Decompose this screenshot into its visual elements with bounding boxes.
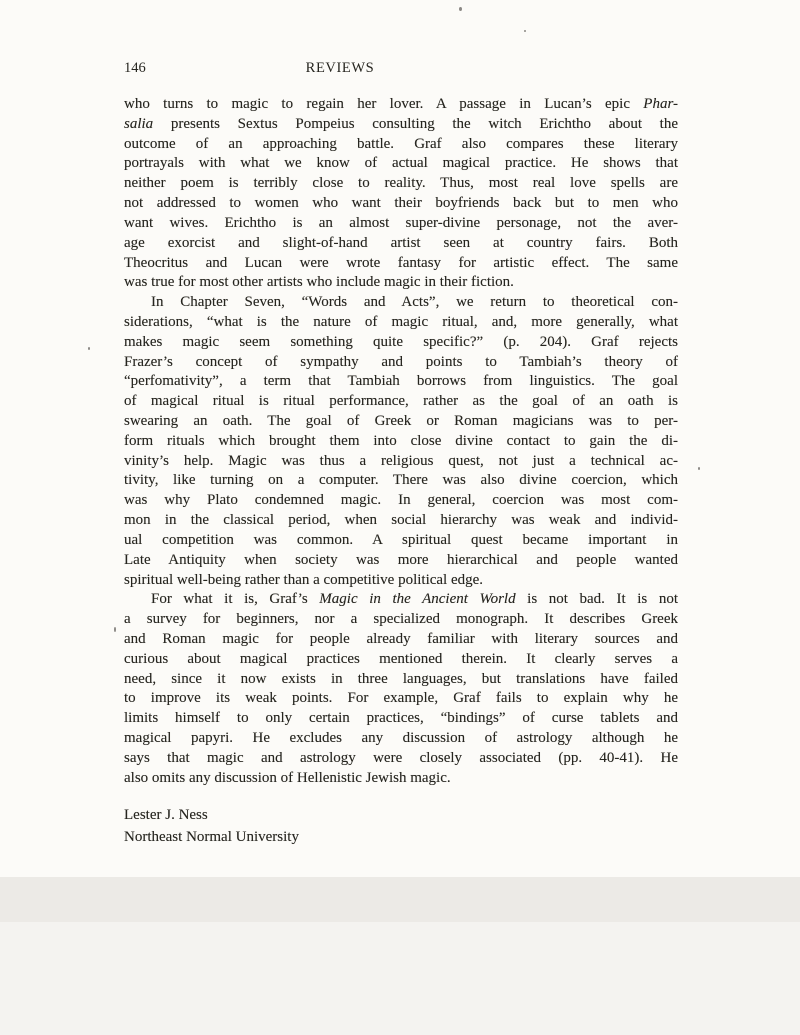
text-line [124,491,678,511]
text-line [124,749,678,769]
text-line [124,630,678,650]
text-line [124,313,678,333]
text-segment: and Roman magic for people already familiar with literary sources and [124,630,678,647]
text-line [124,293,678,313]
text-line [124,670,678,690]
text-segment: Theocritus and Lucan were wrote fantasy for artistic effect. The same [124,254,678,271]
text-segment: For what it is, Graf’s [151,591,320,608]
text-segment: not addressed to women who want their boyfriends back but to men who [124,195,678,212]
text-line [124,95,678,115]
text-segment: tivity, like turning on a computer. There was also divine coercion, which [124,472,678,489]
text-segment: In Chapter Seven, “Words and Acts”, we return to theoretical con- [151,294,678,311]
text-line [124,372,678,392]
review-body [124,95,678,848]
italic-text-segment: Magic in the Ancient World [319,591,516,608]
text-line [124,452,678,472]
text-line [124,194,678,214]
text-segment: to improve its weak points. For example, Graf fails to explain why he [124,690,678,707]
text-line [124,729,678,749]
text-line [124,412,678,432]
text-segment: “perfomativity”, a term that Tambiah borrows from linguistics. The goal [124,373,678,390]
text-segment: makes magic seem something quite specific?” (p. 204). Graf rejects [124,333,678,350]
text-line [124,590,678,610]
text-segment: also omits any discussion of Hellenistic Jewish magic. [124,769,451,786]
text-line [124,115,678,135]
paragraph [124,95,678,293]
text-segment: want wives. Erichtho is an almost super-divine personage, not the aver- [124,214,678,231]
text-line [124,709,678,729]
text-line [124,689,678,709]
scan-speck [114,627,116,632]
text-line [124,333,678,353]
text-segment: spiritual well-being rather than a competitive political edge. [124,571,484,588]
text-segment: magical papyri. He excludes any discussion of astrology although he [124,730,678,746]
scan-shadow-band [0,877,800,922]
text-line [124,174,678,194]
scan-bottom-area [0,922,800,1035]
page-header [0,60,800,82]
text-segment: is not bad. It is not [515,591,678,608]
text-segment: ual competition was common. A spiritual quest became important in [124,531,678,548]
text-segment: mon in the classical period, when social hierarchy was weak and individ- [124,512,678,529]
reviewer-name: Lester J. Ness [124,807,208,824]
text-segment: a survey for beginners, nor a specialized monograph. It describes Greek [124,611,678,628]
text-segment: outcome of an approaching battle. Graf also compares these literary [124,135,678,152]
text-line [124,135,678,155]
running-head: REVIEWS [305,60,375,76]
page-number: 146 [124,60,146,76]
text-segment: need, since it now exists in three languages, but translations have failed [124,670,678,687]
text-segment: was why Plato condemned magic. In general, coercion was most com- [124,492,678,509]
text-segment: who turns to magic to regain her lover. A passage in Lucan’s epic [124,96,644,112]
text-line [124,234,678,254]
signature-block [124,805,678,848]
paragraphs-container [124,95,678,788]
paragraph [124,590,678,788]
scan-speck [698,467,700,470]
text-segment: swearing an oath. The goal of Greek or Roman magicians was to per- [124,413,678,429]
text-segment: of magical ritual is ritual performance, rather as the goal of an oath is [124,393,678,410]
text-line [124,353,678,373]
text-segment: Late Antiquity when society was more hierarchical and people wanted [124,551,678,568]
italic-text-segment: Phar- [643,96,678,112]
italic-text-segment: salia [124,115,154,132]
text-line [124,650,678,670]
text-line [124,769,678,789]
text-segment: curious about magical practices mentioned therein. It clearly serves a [124,650,678,667]
text-line [124,214,678,234]
text-line [124,273,678,293]
text-segment: Frazer’s concept of sympathy and points to Tambiah’s theory of [124,353,678,370]
text-segment: was true for most other artists who include magic in their fiction. [124,274,514,291]
text-line [124,531,678,551]
text-line [124,471,678,491]
scan-speck [524,30,526,32]
text-segment: says that magic and astrology were closely associated (pp. 40-41). He [124,749,678,766]
text-segment: neither poem is terribly close to reality. Thus, most real love spells are [124,175,678,192]
text-segment: age exorcist and slight-of-hand artist seen at country fairs. Both [124,234,678,251]
scan-speck [88,347,90,350]
text-line [124,154,678,174]
text-segment: limits himself to only certain practices, “bindings” of curse tablets and [124,710,678,727]
text-segment: portrayals with what we know of actual magical practice. He shows that [124,155,678,172]
scan-speck [459,7,462,11]
text-line [124,610,678,630]
text-segment: presents Sextus Pompeius consulting the witch Erichtho about the [153,115,678,132]
text-line [124,432,678,452]
text-segment: form rituals which brought them into close divine contact to gain the di- [124,432,678,449]
text-segment: siderations, “what is the nature of magic ritual, and, more generally, what [124,313,678,330]
text-line [124,551,678,571]
text-line [124,254,678,274]
text-line [124,511,678,531]
paragraph [124,293,678,590]
reviewer-affiliation: Northeast Normal University [124,828,299,845]
text-line [124,571,678,591]
text-line [124,392,678,412]
text-segment: vinity’s help. Magic was thus a religious quest, not just a technical ac- [124,452,678,469]
